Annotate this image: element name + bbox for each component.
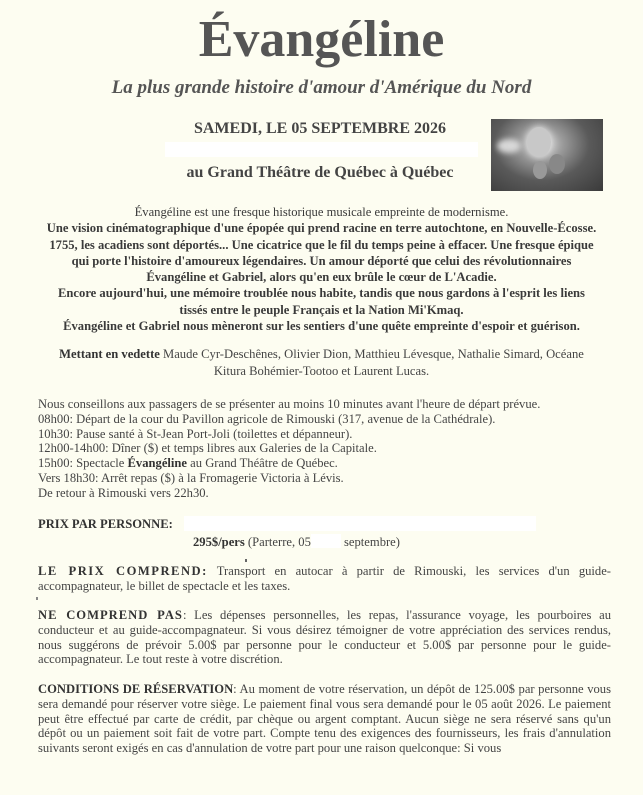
- conditions-section: [38, 682, 611, 756]
- itinerary-item: 08h00: Départ de la cour du Pavillon agricole de Rimouski (317, avenue de la Cathédrale).: [38, 411, 496, 426]
- includes-section: [38, 564, 611, 594]
- intro-description: [20, 204, 623, 334]
- price-label: PRIX PAR PERSONNE:: [38, 517, 173, 531]
- poster-figure-man: [549, 154, 565, 174]
- page-title: Évangéline: [198, 11, 445, 68]
- itinerary-item: Vers 18h30: Arrêt repas ($) à la Fromagerie Victoria à Lévis.: [38, 470, 344, 485]
- cast-label: Mettant en vedette: [59, 347, 160, 361]
- conditions-heading: CONDITIONS DE RÉSERVATION: [38, 682, 234, 696]
- includes-heading: LE PRIX COMPREND:: [38, 564, 208, 578]
- excludes-section: [38, 608, 611, 667]
- event-venue: au Grand Théâtre de Québec à Québec: [186, 164, 454, 181]
- itinerary-item: 12h00-14h00: Dîner ($) et temps libres aux Galeries de la Capitale.: [38, 441, 377, 456]
- itinerary-item: 10h30: Pause santé à St-Jean Port-Joli (toilettes et dépanneur).: [38, 426, 353, 441]
- redaction-bar: [311, 534, 341, 548]
- redaction-bar: [165, 142, 478, 157]
- show-poster-image: [491, 119, 603, 191]
- intro-line: Évangéline est une fresque historique musicale empreinte de modernisme.: [134, 205, 509, 219]
- price-detail-suffix: septembre): [340, 535, 400, 549]
- cast-names: Maude Cyr-Deschênes, Olivier Dion, Matthieu Lévesque, Nathalie Simard, Océane: [159, 347, 584, 361]
- cast-line-1: [30, 346, 613, 363]
- cast-section: [30, 346, 613, 379]
- itinerary-show-name: Évangéline: [127, 456, 188, 471]
- scan-speck: [36, 597, 38, 600]
- excludes-heading: NE COMPREND PAS: [38, 608, 183, 622]
- itinerary-item: De retour à Rimouski vers 22h30.: [38, 485, 209, 500]
- price-detail: [193, 534, 400, 550]
- event-date: SAMEDI, LE 05 SEPTEMBRE 2026: [193, 120, 447, 137]
- intro-line: 1755, les acadiens sont déportés... Une cicatrice que le fil du temps peine à effacer. Une fresque épique: [49, 237, 594, 252]
- intro-line: Évangéline et Gabriel nous mèneront sur les sentiers d'une quête empreinte d'espoir et guérison.: [63, 319, 580, 334]
- intro-line: Évangéline et Gabriel, alors qu'en eux brûle le cœur de L'Acadie.: [146, 270, 497, 285]
- redaction-bar: [184, 516, 536, 531]
- cast-line-2: Kitura Bohémier-Tootoo et Laurent Lucas.: [213, 363, 430, 378]
- itinerary-item: [38, 456, 618, 471]
- intro-line: qui porte l'histoire d'amoureux légendaires. Un amour déporté que celui des révolutionnaires: [71, 253, 572, 268]
- intro-line: tissés entre le peuple Français et la Nation Mi'Kmaq.: [179, 302, 464, 317]
- poster-light-glow: [497, 139, 521, 153]
- price-amount: 295$/pers: [193, 535, 245, 549]
- intro-line: Une vision cinématographique d'une épopée qui prend racine en terre autochtone, en Nouvelle-Écosse.: [46, 221, 597, 236]
- itinerary-show-prefix: 15h00: Spectacle: [38, 456, 128, 471]
- itinerary: [38, 397, 618, 501]
- poster-figure-child: [533, 161, 547, 179]
- scan-speck: [245, 559, 247, 562]
- itinerary-show-suffix: au Grand Théâtre de Québec.: [187, 456, 338, 471]
- excludes-text: : Les dépenses personnelles, les repas, l'assurance voyage, les pourboires au conducteur et au guide-accompagnateur. Si vous désirez témoigner de votre appréciation des services rendus, nous suggérons de prévoir 5.00$ par personne pour le conducteur et 5.00$ par personne pour le guide-accompagnateur. Le tout reste à votre discrétion.: [38, 608, 611, 667]
- conditions-text: : Au moment de votre réservation, un dépôt de 125.00$ par personne vous sera demandé pour réserver votre siège. Le paiement final vous sera demandé pour le 05 août 2026. Le paiement peut être effectué par carte de crédit, par chèque ou argent comptant. Aucun siège ne sera réservé sans qu'un dépôt ou un paiement soit fait de votre part. Compte tenu des exigences des fournisseurs, les frais d'annulation suivants seront exigés en cas d'annulation de votre part pour une raison quelconque: Si vous: [38, 682, 611, 756]
- price-detail-prefix: (Parterre, 05: [244, 535, 311, 549]
- includes-text: Transport en autocar à partir de Rimouski, les services d'un guide-accompagnateur, le billet de spectacle et les taxes.: [38, 564, 611, 593]
- page-subtitle: La plus grande histoire d'amour d'Amérique du Nord: [111, 77, 532, 98]
- intro-line: Encore aujourd'hui, une mémoire troublée nous habite, tandis que nous gardons à l'esprit les liens: [58, 286, 585, 301]
- itinerary-note: Nous conseillons aux passagers de se présenter au moins 10 minutes avant l'heure de départ prévue.: [38, 397, 541, 411]
- poster-figure-woman: [527, 127, 551, 157]
